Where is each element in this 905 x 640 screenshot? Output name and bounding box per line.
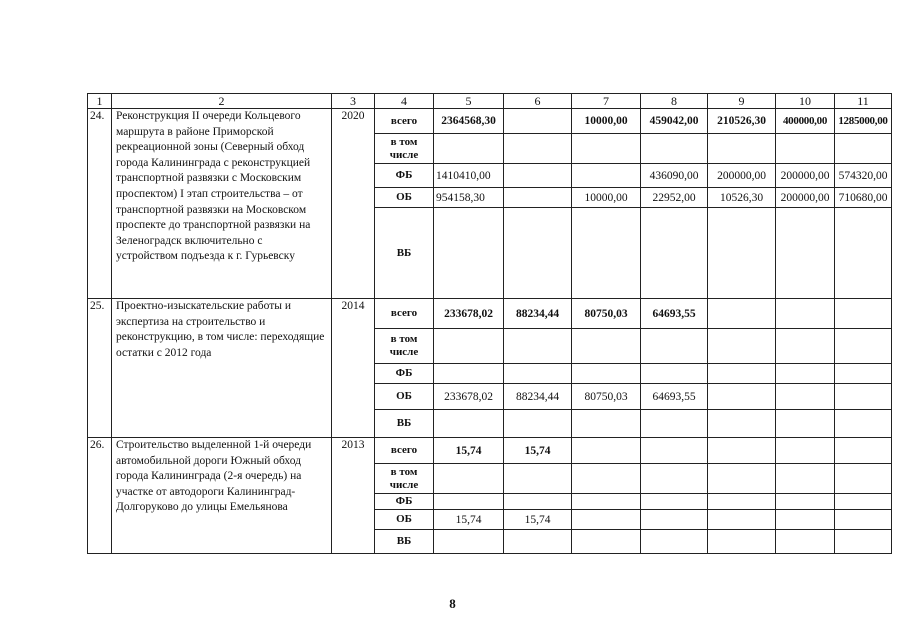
amount-cell: 15,74 [504,510,572,530]
amount-cell [504,464,572,494]
row-title: Проектно-изыскательские работы и экспертиза на строительство и реконструкцию, в том числе: переходящие остатки с 2012 года [112,299,332,438]
amount-cell [572,494,641,510]
amount-cell: 10000,00 [572,188,641,208]
amount-cell [434,410,504,438]
funding-source-label: ОБ [375,384,434,410]
amount-cell [708,134,776,164]
amount-cell [708,410,776,438]
amount-cell [835,329,892,364]
column-header: 5 [434,94,504,109]
amount-cell [776,410,835,438]
column-header: 4 [375,94,434,109]
amount-cell: 954158,30 [434,188,504,208]
amount-cell [776,530,835,554]
amount-cell [572,164,641,188]
column-header: 8 [641,94,708,109]
funding-source-label: в том числе [375,329,434,364]
funding-source-label: ВБ [375,208,434,299]
amount-cell [776,438,835,464]
amount-cell [708,299,776,329]
amount-cell: 80750,03 [572,384,641,410]
amount-cell [835,510,892,530]
column-header: 10 [776,94,835,109]
row-number: 25. [88,299,112,438]
amount-cell [434,494,504,510]
amount-cell [504,134,572,164]
amount-cell [708,494,776,510]
amount-cell [641,494,708,510]
amount-cell [835,530,892,554]
table-row [88,438,892,464]
amount-cell: 200000,00 [708,164,776,188]
amount-cell [708,438,776,464]
amount-cell [572,410,641,438]
amount-cell: 10526,30 [708,188,776,208]
amount-cell [641,438,708,464]
column-number-row [88,94,892,109]
amount-cell [434,530,504,554]
row-year: 2020 [332,109,375,299]
amount-cell: 574320,00 [835,164,892,188]
amount-cell [708,510,776,530]
amount-cell [504,329,572,364]
amount-cell [641,208,708,299]
column-header: 6 [504,94,572,109]
amount-cell [572,134,641,164]
funding-source-label: всего [375,299,434,329]
column-header: 3 [332,94,375,109]
funding-source-label: в том числе [375,464,434,494]
amount-cell [708,364,776,384]
amount-cell: 1410410,00 [434,164,504,188]
amount-cell [835,364,892,384]
table-row [88,109,892,134]
amount-cell [776,464,835,494]
funding-source-label: ФБ [375,164,434,188]
amount-cell: 64693,55 [641,299,708,329]
amount-cell [835,438,892,464]
funding-source-label: ОБ [375,510,434,530]
amount-cell: 15,74 [504,438,572,464]
amount-cell [708,208,776,299]
row-year: 2014 [332,299,375,438]
funding-source-label: ВБ [375,410,434,438]
amount-cell [504,494,572,510]
amount-cell [434,364,504,384]
column-header: 2 [112,94,332,109]
amount-cell [504,188,572,208]
budget-table [87,93,892,554]
amount-cell [776,329,835,364]
amount-cell [504,208,572,299]
amount-cell: 88234,44 [504,299,572,329]
row-number: 26. [88,438,112,554]
amount-cell [504,364,572,384]
amount-cell: 459042,00 [641,109,708,134]
amount-cell: 200000,00 [776,188,835,208]
amount-cell [835,208,892,299]
row-title: Реконструкция II очереди Кольцевого маршрута в районе Приморской рекреационной зоны (Северный обход города Калининграда с реконструкцией транспортной развязки с Московским проспектом) I этап строительства – от транспортной развязки на Московском проспекте до транспортной развязки на Зеленоградск включительно с устройством подъезда к г. Гурьевску [112,109,332,299]
amount-cell: 15,74 [434,510,504,530]
amount-cell [504,164,572,188]
amount-cell [641,464,708,494]
amount-cell [708,329,776,364]
amount-cell [641,134,708,164]
amount-cell [434,134,504,164]
column-header: 7 [572,94,641,109]
funding-source-label: всего [375,109,434,134]
amount-cell [572,464,641,494]
amount-cell: 436090,00 [641,164,708,188]
amount-cell [504,530,572,554]
amount-cell [708,384,776,410]
amount-cell [776,510,835,530]
funding-source-label: ОБ [375,188,434,208]
amount-cell [835,410,892,438]
amount-cell: 233678,02 [434,384,504,410]
amount-cell [776,494,835,510]
amount-cell: 400000,00 [776,109,835,134]
amount-cell [708,464,776,494]
amount-cell [641,530,708,554]
row-year: 2013 [332,438,375,554]
amount-cell: 64693,55 [641,384,708,410]
amount-cell [641,364,708,384]
amount-cell: 10000,00 [572,109,641,134]
amount-cell [835,384,892,410]
amount-cell: 1285000,00 [835,109,892,134]
amount-cell [776,364,835,384]
amount-cell: 88234,44 [504,384,572,410]
amount-cell [504,109,572,134]
amount-cell [504,410,572,438]
amount-cell: 710680,00 [835,188,892,208]
amount-cell: 2364568,30 [434,109,504,134]
row-title: Строительство выделенной 1-й очереди автомобильной дороги Южный обход города Калининграда (2-я очередь) на участке от автодороги Калининград-Долгоруково до улицы Емельянова [112,438,332,554]
amount-cell [434,464,504,494]
funding-source-label: в том числе [375,134,434,164]
amount-cell [835,494,892,510]
amount-cell [572,329,641,364]
amount-cell [572,510,641,530]
page-number: 8 [449,596,456,611]
table-row [88,299,892,329]
amount-cell [835,134,892,164]
amount-cell: 80750,03 [572,299,641,329]
amount-cell [776,384,835,410]
amount-cell: 22952,00 [641,188,708,208]
amount-cell [776,299,835,329]
amount-cell [572,438,641,464]
amount-cell: 15,74 [434,438,504,464]
amount-cell [776,134,835,164]
amount-cell: 233678,02 [434,299,504,329]
funding-source-label: всего [375,438,434,464]
row-number: 24. [88,109,112,299]
amount-cell [835,464,892,494]
amount-cell [776,208,835,299]
amount-cell [572,208,641,299]
amount-cell: 200000,00 [776,164,835,188]
amount-cell [641,329,708,364]
amount-cell [434,208,504,299]
funding-source-label: ФБ [375,494,434,510]
amount-cell [572,364,641,384]
column-header: 11 [835,94,892,109]
amount-cell: 210526,30 [708,109,776,134]
amount-cell [641,510,708,530]
funding-source-label: ФБ [375,364,434,384]
column-header: 9 [708,94,776,109]
amount-cell [708,530,776,554]
funding-source-label: ВБ [375,530,434,554]
amount-cell [434,329,504,364]
amount-cell [641,410,708,438]
amount-cell [572,530,641,554]
column-header: 1 [88,94,112,109]
amount-cell [835,299,892,329]
